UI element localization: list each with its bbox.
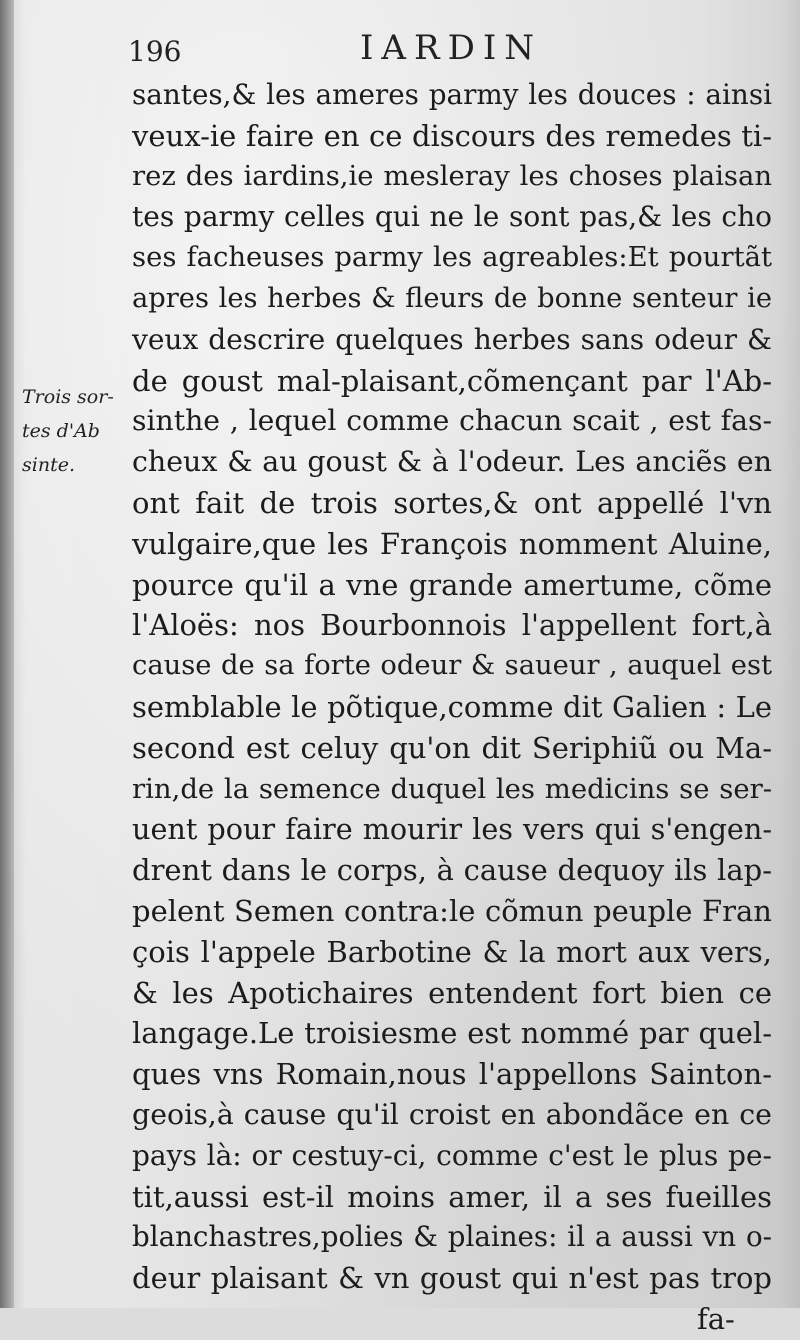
text-line: semblable le põtique,comme dit Galien : Le — [132, 689, 772, 724]
marginal-note-line: tes d'Ab — [22, 420, 100, 442]
text-line: pays là: or cestuy-ci, comme c'est le plus pe- — [132, 1138, 772, 1172]
text-line: çois l'appele Barbotine & la mort aux vers, — [132, 934, 772, 969]
text-line: ses facheuses parmy les agreables:Et pourtãt — [132, 242, 772, 274]
text-line: second est celuy qu'on dit Seriphiũ ou Ma- — [132, 730, 772, 765]
text-line: sinthe , lequel comme chacun scait , est fas- — [132, 404, 772, 438]
text-line: ques vns Romain,nous l'appellons Sainton- — [132, 1057, 772, 1092]
marginal-note-line: Trois sor- — [22, 386, 114, 408]
marginal-note-line: sinte. — [22, 454, 75, 476]
text-line: veux descrire quelques herbes sans odeur & — [132, 322, 772, 356]
text-line: pelent Semen contra:le cõmun peuple Fran — [132, 893, 772, 928]
page-header — [128, 26, 768, 70]
text-line: cheux & au goust & à l'odeur. Les anciẽs en — [132, 445, 772, 479]
text-line: l'Aloës: nos Bourbonnois l'appellent fort,à — [132, 608, 772, 643]
text-line: uent pour faire mourir les vers qui s'engen- — [132, 812, 772, 847]
body-text — [132, 75, 772, 1340]
text-line: tes parmy celles qui ne le sont pas,& les cho — [132, 200, 772, 234]
text-line: geois,à cause qu'il croist en abondãce en ce — [132, 1097, 772, 1131]
text-line: ont fait de trois sortes,& ont appellé l'vn — [132, 485, 772, 520]
text-line: & les Apotichaires entendent fort bien ce — [132, 975, 772, 1010]
text-line: langage.Le troisiesme est nommé par quel- — [132, 1016, 772, 1051]
text-line: veux-ie faire en ce discours des remedes ti- — [132, 118, 772, 153]
text-line: tit,aussi est-il moins amer, il a ses fueilles — [132, 1179, 772, 1214]
text-line: de goust mal-plaisant,cõmençant par l'Ab- — [132, 363, 772, 398]
text-line: drent dans le corps, à cause dequoy ils lap- — [132, 853, 772, 888]
text-line: apres les herbes & fleurs de bonne senteur ie — [132, 282, 772, 314]
page-gutter-shadow — [0, 0, 14, 1308]
text-line: rin,de la semence duquel les medicins se ser- — [132, 772, 772, 805]
catchword: fa- — [697, 1301, 735, 1336]
text-line: blanchastres,polies & plaines: il a aussi vn o- — [132, 1220, 772, 1254]
marginal-note — [22, 380, 128, 482]
running-title: IARDIN — [360, 28, 543, 68]
page-number: 196 — [128, 35, 182, 68]
text-line: rez des iardins,ie mesleray les choses plaisan — [132, 160, 772, 192]
text-line: pource qu'il a vne grande amertume, cõme — [132, 567, 772, 602]
text-line: deur plaisant & vn goust qui n'est pas trop — [132, 1261, 772, 1296]
text-line: cause de sa forte odeur & saueur , auquel est — [132, 650, 772, 682]
text-line: santes,& les ameres parmy les douces : ainsi — [132, 78, 772, 111]
text-line: vulgaire,que les François nomment Aluine, — [132, 526, 772, 561]
